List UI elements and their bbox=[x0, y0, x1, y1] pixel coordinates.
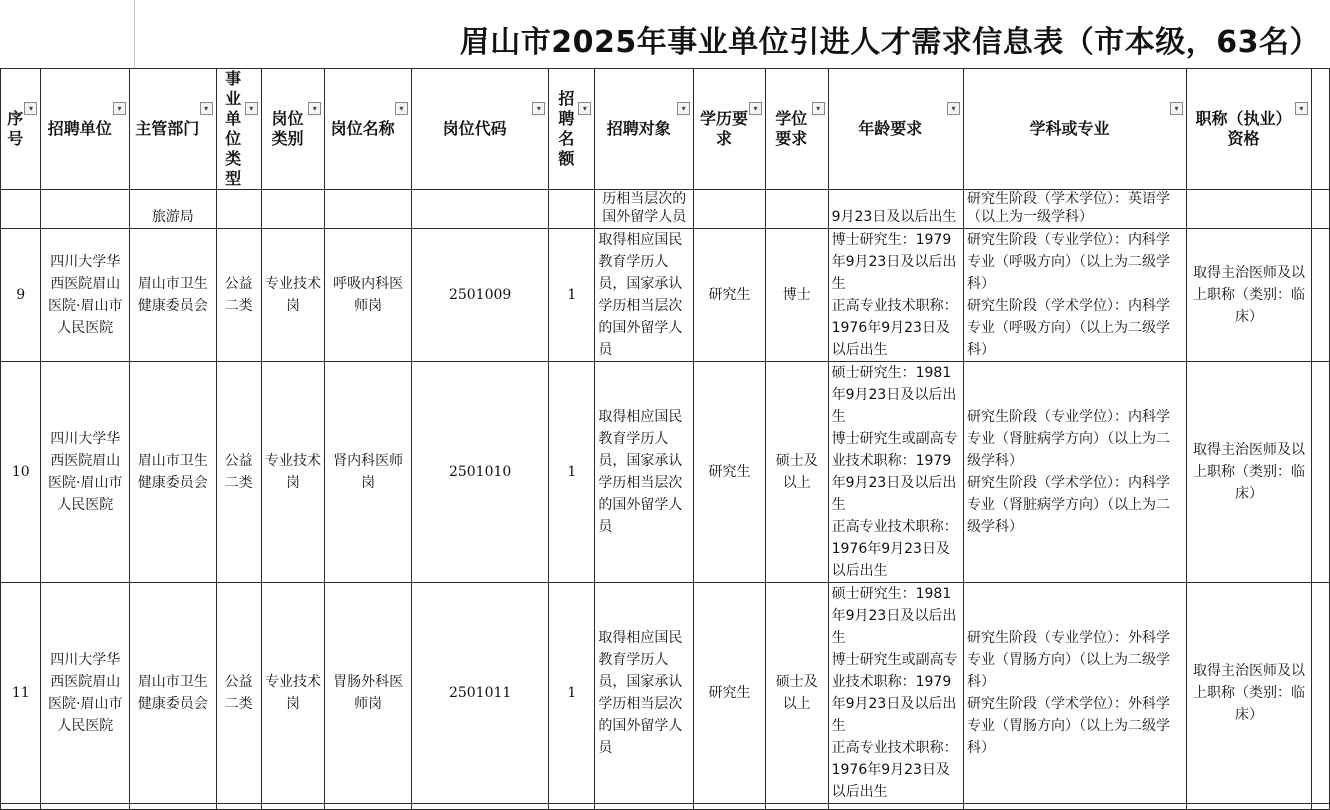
filter-dropdown-icon[interactable]: ▾ bbox=[245, 102, 258, 115]
cell-text: 历相当层次的 国外留学人员 bbox=[602, 191, 687, 225]
cell-age[interactable]: 硕士研究生：1981年9月23日及以后出生 博士研究生或副高专业技术职称：1979年9月23日及以后出生 正高专业技术职称：1976年9月23日及以后出生 bbox=[828, 362, 963, 583]
cell-title-req[interactable]: 取得主治医师及以上职称（类别：临床） bbox=[1187, 362, 1312, 583]
cell-name[interactable]: 胃肠外科医师岗 bbox=[325, 583, 412, 804]
cell-title-req[interactable]: 取得主治医师及以上职称（类别：临床） bbox=[1187, 229, 1312, 362]
cell-quota[interactable]: 1 bbox=[549, 583, 595, 804]
cell-edu[interactable]: 研究生 bbox=[694, 362, 766, 583]
filter-dropdown-icon[interactable]: ▾ bbox=[200, 102, 213, 115]
cell-subject[interactable]: 研究生阶段（专业学位）：内科学专业（肾脏病学方向）（以上为二级学科） 研究生阶段（学术学位）：内科学专业（肾脏病学方向）（以上为二级学科） bbox=[963, 362, 1186, 583]
cell-age[interactable]: 硕士研究生：1981年9月23日及以后出生 博士研究生或副高专业技术职称：1979年9月23日及以后出生 正高专业技术职称：1976年9月23日及以后出生 bbox=[828, 583, 963, 804]
cell-degree[interactable]: 博士 bbox=[765, 229, 828, 362]
table-row bbox=[1, 583, 1330, 804]
filter-dropdown-icon[interactable]: ▾ bbox=[812, 102, 825, 115]
cell-degree[interactable]: 硕士及以上 bbox=[765, 362, 828, 583]
filter-dropdown-icon[interactable]: ▾ bbox=[749, 102, 762, 115]
col-header: 招聘单位 ▾ bbox=[41, 69, 130, 190]
filter-dropdown-icon[interactable]: ▾ bbox=[1170, 102, 1183, 115]
table-row-partial bbox=[1, 190, 1330, 229]
filter-dropdown-icon[interactable]: ▾ bbox=[532, 102, 545, 115]
cell-name[interactable]: 呼吸内科医师岗 bbox=[325, 229, 412, 362]
cell-text: 旅游局 bbox=[151, 209, 194, 225]
cell-target[interactable]: 取得相应国民教育学历人员，国家承认学历相当层次的国外留学人员 bbox=[595, 229, 694, 362]
col-header: 职称（执业）资格 ▾ bbox=[1187, 69, 1312, 190]
cell-no[interactable]: 11 bbox=[1, 583, 41, 804]
cell-no[interactable]: 9 bbox=[1, 229, 41, 362]
filter-dropdown-icon[interactable]: ▾ bbox=[578, 102, 591, 115]
col-header: 招聘对象 ▾ bbox=[595, 69, 694, 190]
col-header: 招聘名额 ▾ bbox=[549, 69, 595, 190]
filter-dropdown-icon[interactable]: ▾ bbox=[308, 102, 321, 115]
col-header: 岗位名称 ▾ bbox=[325, 69, 412, 190]
filter-dropdown-icon[interactable]: ▾ bbox=[947, 102, 960, 115]
page-title: 眉山市2025年事业单位引进人才需求信息表（市本级，63名） bbox=[459, 25, 1320, 60]
cell-dept[interactable]: 眉山市卫生健康委员会 bbox=[129, 362, 216, 583]
cell-text: 研究生阶段（学术学位）：英语学 （以上为一级学科） bbox=[966, 191, 1170, 225]
cell-subject[interactable]: 研究生阶段（专业学位）：外科学专业（胃肠方向）（以上为二级学科） 研究生阶段（学术学位）：外科学专业（胃肠方向）（以上为二级学科） bbox=[963, 583, 1186, 804]
cell-quota[interactable]: 1 bbox=[549, 229, 595, 362]
cell-title-req[interactable]: 取得主治医师及以上职称（类别：临床） bbox=[1187, 583, 1312, 804]
cell-no[interactable]: 10 bbox=[1, 362, 41, 583]
cell-code[interactable]: 2501009 bbox=[411, 229, 548, 362]
cell-degree[interactable]: 硕士及以上 bbox=[765, 583, 828, 804]
cell-category[interactable]: 专业技术岗 bbox=[261, 362, 325, 583]
cell-category[interactable]: 专业技术岗 bbox=[261, 229, 325, 362]
col-header: 年龄要求 ▾ bbox=[828, 69, 963, 190]
cell-dept[interactable]: 眉山市卫生健康委员会 bbox=[129, 229, 216, 362]
col-header: 学位要求 ▾ bbox=[765, 69, 828, 190]
cell-unit[interactable]: 四川大学华西医院眉山医院·眉山市人民医院 bbox=[41, 583, 130, 804]
filter-dropdown-icon[interactable]: ▾ bbox=[677, 102, 690, 115]
cell-name[interactable]: 肾内科医师岗 bbox=[325, 362, 412, 583]
col-header: 事业单位类型 ▾ bbox=[216, 69, 261, 190]
filter-dropdown-icon[interactable]: ▾ bbox=[1295, 102, 1308, 115]
corner-cell bbox=[0, 0, 135, 69]
cell-age[interactable]: 博士研究生：1979年9月23日及以后出生 正高专业技术职称：1976年9月23日及以后出生 bbox=[828, 229, 963, 362]
cell-type[interactable]: 公益二类 bbox=[216, 362, 261, 583]
header-row bbox=[1, 69, 1330, 190]
cell-code[interactable]: 2501010 bbox=[411, 362, 548, 583]
col-header: 序号 ▾ bbox=[1, 69, 41, 190]
cell-unit[interactable]: 四川大学华西医院眉山医院·眉山市人民医院 bbox=[41, 362, 130, 583]
table-row bbox=[1, 229, 1330, 362]
cell-target[interactable]: 取得相应国民教育学历人员，国家承认学历相当层次的国外留学人员 bbox=[595, 583, 694, 804]
col-header: 岗位代码 ▾ bbox=[411, 69, 548, 190]
filter-dropdown-icon[interactable]: ▾ bbox=[395, 102, 408, 115]
filter-dropdown-icon[interactable]: ▾ bbox=[24, 102, 37, 115]
cell-type[interactable]: 公益二类 bbox=[216, 229, 261, 362]
cell-edu[interactable]: 研究生 bbox=[694, 583, 766, 804]
col-header: 岗位类别 ▾ bbox=[261, 69, 325, 190]
cell-target[interactable]: 取得相应国民教育学历人员，国家承认学历相当层次的国外留学人员 bbox=[595, 362, 694, 583]
col-header: 学科或专业 ▾ bbox=[963, 69, 1186, 190]
cell-unit[interactable]: 四川大学华西医院眉山医院·眉山市人民医院 bbox=[41, 229, 130, 362]
recruitment-table bbox=[0, 68, 1330, 810]
table-row-next bbox=[1, 804, 1330, 810]
cell-subject[interactable]: 研究生阶段（专业学位）：内科学专业（呼吸方向）（以上为二级学科） 研究生阶段（学术学位）：内科学专业（呼吸方向）（以上为二级学科） bbox=[963, 229, 1186, 362]
cell-type[interactable]: 公益二类 bbox=[216, 583, 261, 804]
sheet-title-cell bbox=[135, 0, 1330, 69]
cell-category[interactable]: 专业技术岗 bbox=[261, 583, 325, 804]
cell-edu[interactable]: 研究生 bbox=[694, 229, 766, 362]
cell-text: 9月23日及以后出生 bbox=[831, 209, 957, 225]
cell-dept[interactable]: 眉山市卫生健康委员会 bbox=[129, 583, 216, 804]
col-header: 主管部门 ▾ bbox=[129, 69, 216, 190]
col-header: 学历要求 ▾ bbox=[694, 69, 766, 190]
filter-dropdown-icon[interactable]: ▾ bbox=[113, 102, 126, 115]
col-header-edge bbox=[1311, 69, 1329, 190]
cell-code[interactable]: 2501011 bbox=[411, 583, 548, 804]
cell-quota[interactable]: 1 bbox=[549, 362, 595, 583]
table-row bbox=[1, 362, 1330, 583]
